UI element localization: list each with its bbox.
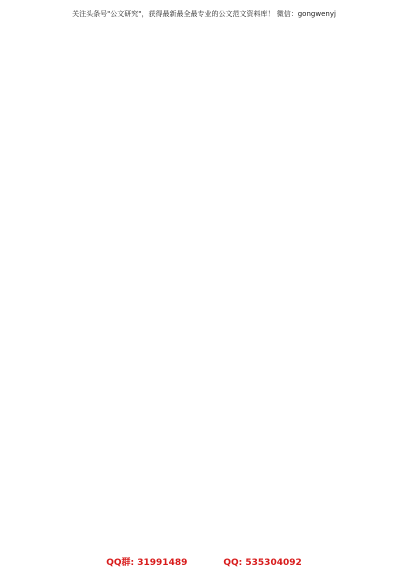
- paragraph: [56, 369, 352, 529]
- qq-group-number: QQ群: 31991489: [106, 558, 188, 568]
- paragraph: [56, 86, 352, 172]
- qq-number: QQ: 535304092: [223, 558, 302, 568]
- contact-footer: [0, 556, 408, 570]
- document-body: [56, 86, 352, 546]
- top-banner: 关注头条号"公文研究"，获得最新最全最专业的公文范文资料库！ 微信：gongwenyj: [72, 10, 336, 18]
- paragraph: [56, 172, 352, 369]
